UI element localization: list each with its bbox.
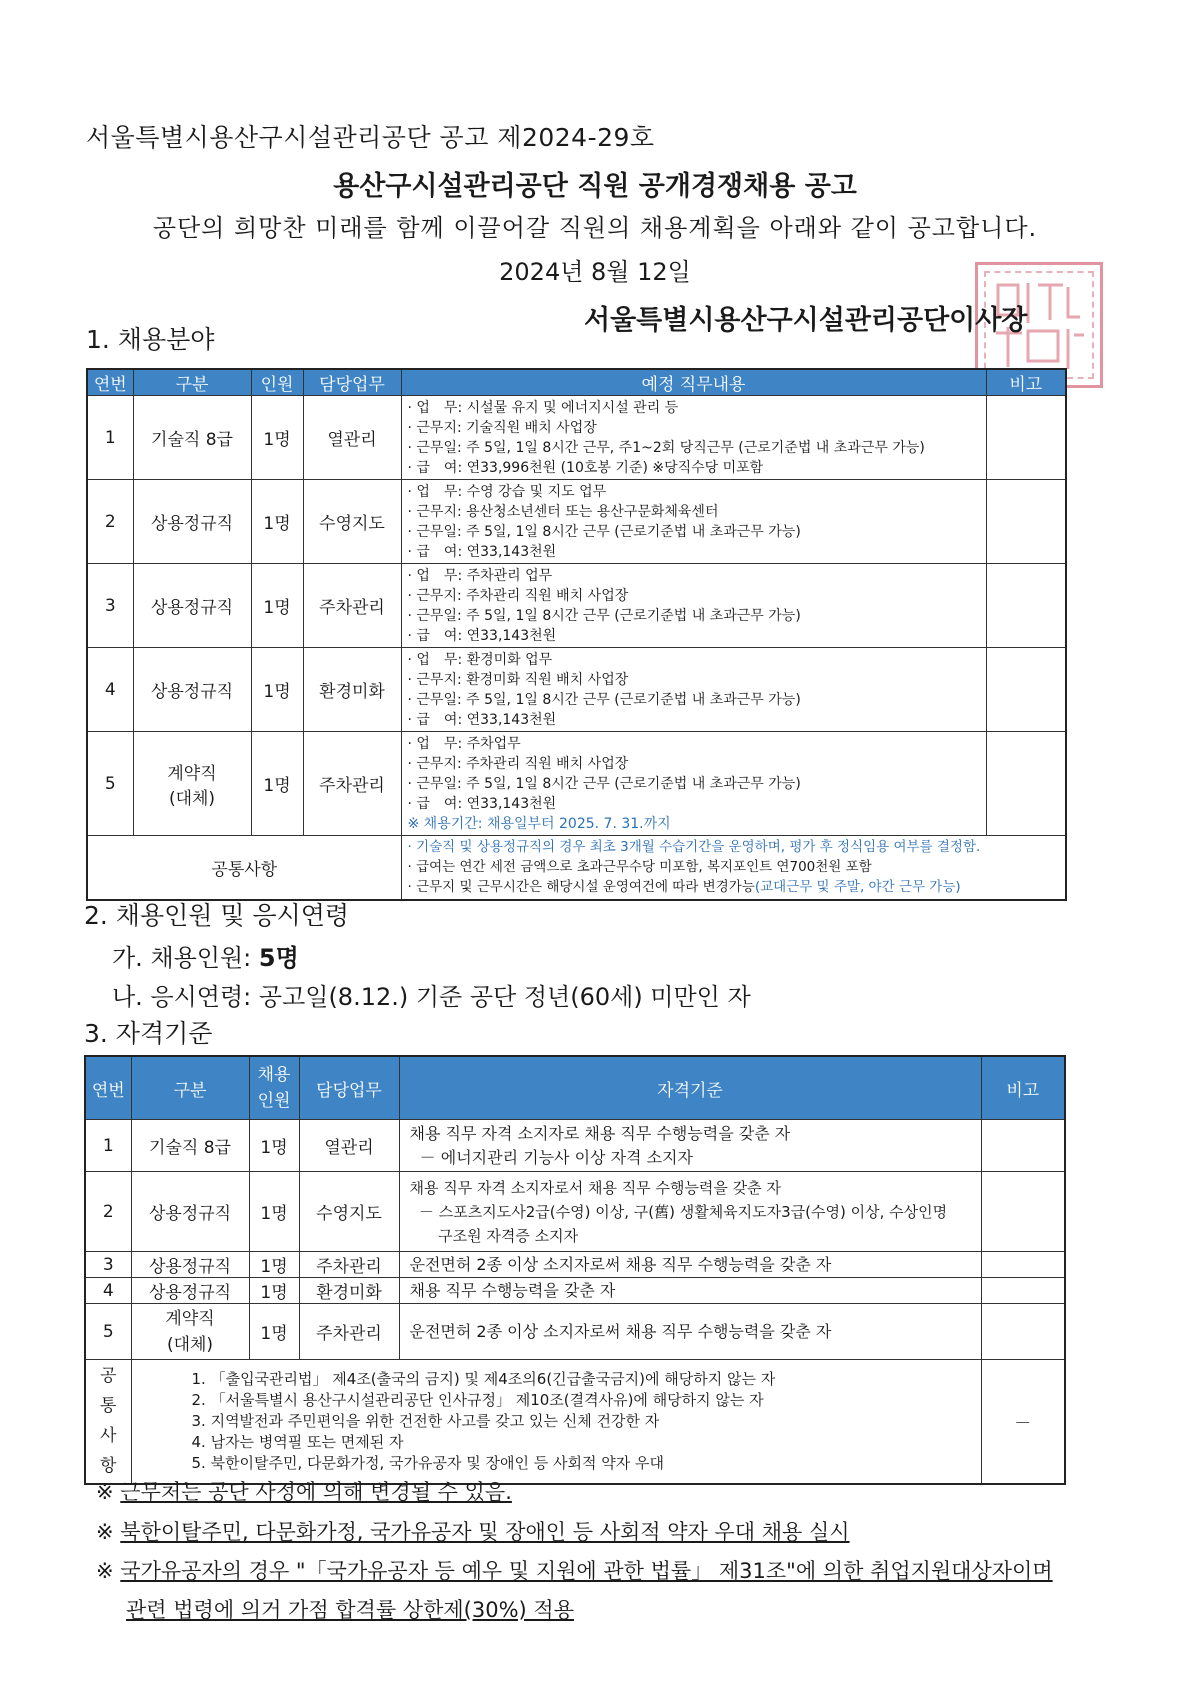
col-header-type: 구분 — [133, 369, 251, 396]
row-duty: 환경미화 — [303, 648, 401, 732]
row-remarks — [981, 1278, 1065, 1304]
col-header-type: 구분 — [131, 1056, 249, 1120]
row-type-line: (대체) — [168, 788, 216, 809]
row-no: 3 — [85, 1252, 131, 1278]
common-details — [401, 836, 1066, 900]
section-title-headcount-age: 2. 채용인원 및 응시연령 — [84, 901, 350, 930]
table-row — [85, 1304, 1065, 1360]
recruitment-field-table — [86, 368, 1067, 901]
common-line: 2. 「서울특별시 용산구시설관리공단 인사규정」 제10조(결격사유)에 해당하지 않는 자 — [191, 1390, 764, 1409]
table-row — [87, 648, 1066, 732]
row-remarks — [986, 480, 1066, 564]
criteria-line: 구조원 자격증 소지자 — [409, 1226, 579, 1245]
detail-line: · 근무일: 주 5일, 1일 8시간 근무 (근로기준법 내 초과근무 가능) — [407, 775, 801, 792]
row-type-line: (대체) — [166, 1334, 214, 1355]
common-label-char: 공 — [100, 1366, 117, 1387]
row-duty: 주차관리 — [303, 564, 401, 648]
row-remarks — [986, 648, 1066, 732]
common-text: · 근무지 및 근무시간은 해당시설 운영여건에 따라 변경가능 — [407, 879, 755, 896]
row-duty: 수영지도 — [303, 480, 401, 564]
table-row — [85, 1120, 1065, 1172]
note-mark: ※ — [96, 1480, 121, 1504]
row-remarks — [981, 1252, 1065, 1278]
col-header-count — [249, 1056, 299, 1120]
row-count: 1명 — [249, 1172, 299, 1252]
qualification-table — [84, 1055, 1066, 1485]
row-criteria — [399, 1252, 981, 1278]
common-line: 3. 지역발전과 주민편익을 위한 건전한 사고를 갖고 있는 신체 건강한 자 — [191, 1411, 660, 1430]
row-duty: 열관리 — [303, 396, 401, 480]
table-row — [87, 564, 1066, 648]
row-type: 상용정규직 — [131, 1172, 249, 1252]
row-details — [401, 648, 986, 732]
contract-period-note: ※ 채용기간: 채용일부터 2025. 7. 31.까지 — [407, 815, 671, 832]
note-text: 근무처는 공단 사정에 의해 변경될 수 있음. — [120, 1480, 512, 1504]
row-duty: 열관리 — [299, 1120, 399, 1172]
row-count: 1명 — [249, 1252, 299, 1278]
age-line: 나. 응시연령: 공고일(8.12.) 기준 공단 정년(60세) 미만인 자 — [112, 983, 751, 1011]
row-type: 상용정규직 — [133, 564, 251, 648]
criteria-line: 채용 직무 자격 소지자로 채용 직무 수행능력을 갖춘 자 — [409, 1123, 791, 1143]
row-count: 1명 — [249, 1120, 299, 1172]
common-label-char: 항 — [100, 1456, 117, 1477]
detail-line: · 급 여: 연33,143천원 — [407, 627, 557, 644]
note-mark: ※ — [96, 1559, 121, 1583]
row-count: 1명 — [249, 1304, 299, 1360]
common-label-char: 사 — [100, 1426, 117, 1447]
row-no: 4 — [87, 648, 133, 732]
criteria-line: － 에너지관리 기능사 이상 자격 소지자 — [409, 1147, 693, 1167]
notice-date: 2024년 8월 12일 — [499, 258, 691, 286]
common-qualifications — [131, 1360, 981, 1484]
row-criteria — [399, 1120, 981, 1172]
headcount-line — [112, 938, 299, 973]
row-count: 1명 — [251, 480, 303, 564]
detail-line: · 업 무: 수영 강습 및 지도 업무 — [407, 483, 607, 500]
common-row — [85, 1360, 1065, 1484]
row-type: 기술직 8급 — [131, 1120, 249, 1172]
row-count: 1명 — [251, 648, 303, 732]
note-text: 북한이탈주민, 다문화가정, 국가유공자 및 장애인 등 사회적 약자 우대 채용 실시 — [120, 1520, 850, 1544]
row-details — [401, 732, 986, 836]
row-remarks — [986, 396, 1066, 480]
note-workplace-change — [96, 1476, 512, 1506]
row-details — [401, 396, 986, 480]
row-duty: 주차관리 — [303, 732, 401, 836]
row-no: 5 — [85, 1304, 131, 1360]
row-type: 상용정규직 — [133, 480, 251, 564]
table-row — [87, 396, 1066, 480]
detail-line: · 업 무: 주차관리 업무 — [407, 567, 553, 584]
common-label: 공통사항 — [87, 836, 401, 900]
common-line: 4. 남자는 병역필 또는 면제된 자 — [191, 1432, 404, 1451]
row-no: 1 — [85, 1120, 131, 1172]
detail-line: · 급 여: 연33,143천원 — [407, 795, 557, 812]
row-type: 상용정규직 — [133, 648, 251, 732]
common-line: 1. 「출입국관리법」 제4조(출국의 금지) 및 제4조의6(긴급출국금지)에 해당하지 않는 자 — [191, 1369, 776, 1388]
row-type-line: 계약직 — [167, 763, 217, 784]
note-text: 국가유공자의 경우 "「국가유공자 등 예우 및 지원에 관한 법률」 제31조"에 의한 취업지원대상자이며 — [120, 1559, 1053, 1583]
row-no: 2 — [85, 1172, 131, 1252]
common-line: 5. 북한이탈주민, 다문화가정, 국가유공자 및 장애인 등 사회적 약자 우대 — [191, 1453, 664, 1472]
criteria-line: 운전면허 2종 이상 소지자로써 채용 직무 수행능력을 갖춘 자 — [409, 1321, 832, 1341]
row-no: 4 — [85, 1278, 131, 1304]
note-veterans — [96, 1555, 1053, 1585]
row-duty: 주차관리 — [299, 1304, 399, 1360]
criteria-line: 채용 직무 수행능력을 갖춘 자 — [409, 1280, 616, 1300]
detail-line: · 근무지: 기술직원 배치 사업장 — [407, 419, 597, 436]
col-header-job-details: 예정 직무내용 — [401, 369, 986, 396]
common-line: · 급여는 연간 세전 금액으로 초과근무수당 미포함, 복지포인트 연700천원 포함 — [407, 859, 872, 876]
table-row — [87, 732, 1066, 836]
headcount-label: 가. 채용인원: — [112, 944, 259, 972]
detail-line: · 급 여: 연33,143천원 — [407, 711, 557, 728]
table-header-row — [85, 1056, 1065, 1120]
row-count: 1명 — [249, 1278, 299, 1304]
row-type: 상용정규직 — [131, 1278, 249, 1304]
common-line — [408, 877, 1060, 897]
row-type — [133, 732, 251, 836]
col-header-no: 연번 — [87, 369, 133, 396]
col-header-count-line: 채용 — [257, 1065, 291, 1085]
common-line: · 기술직 및 상용정규직의 경우 최초 3개월 수습기간을 운영하며, 평가 후 정식임용 여부를 결정함. — [407, 839, 981, 856]
row-type: 상용정규직 — [131, 1252, 249, 1278]
detail-line: · 급 여: 연33,996천원 (10호봉 기준) ※당직수당 미포함 — [407, 459, 764, 476]
detail-line: · 근무지: 환경미화 직원 배치 사업장 — [407, 671, 629, 688]
row-type — [131, 1304, 249, 1360]
common-row — [87, 836, 1066, 900]
detail-line: · 근무지: 용산청소년센터 또는 용산구문화체육센터 — [407, 503, 719, 520]
intro-text: 공단의 희망찬 미래를 함께 이끌어갈 직원의 채용계획을 아래와 같이 공고합니다. — [152, 214, 1038, 242]
col-header-count: 인원 — [251, 369, 303, 396]
notice-number: 서울특별시용산구시설관리공단 공고 제2024-29호 — [86, 123, 655, 152]
headcount-value: 5명 — [258, 944, 299, 972]
col-header-no: 연번 — [85, 1056, 131, 1120]
row-count: 1명 — [251, 396, 303, 480]
common-label-char: 통 — [100, 1396, 117, 1417]
criteria-line: 채용 직무 자격 소지자로서 채용 직무 수행능력을 갖춘 자 — [409, 1178, 781, 1197]
common-text-blue: (교대근무 및 주말, 야간 근무 가능) — [754, 879, 961, 896]
row-no: 5 — [87, 732, 133, 836]
section-title-recruitment-field: 1. 채용분야 — [86, 325, 215, 354]
row-duty: 환경미화 — [299, 1278, 399, 1304]
note-veterans-cont: 관련 법령에 의거 가점 합격률 상한제(30%) 적용 — [126, 1598, 574, 1622]
row-remarks — [981, 1172, 1065, 1252]
row-details — [401, 480, 986, 564]
issuer-name: 서울특별시용산구시설관리공단이사장 — [584, 305, 1028, 336]
row-details — [401, 564, 986, 648]
row-remarks — [981, 1304, 1065, 1360]
note-preferential-hiring — [96, 1516, 850, 1546]
detail-line: · 근무지: 주차관리 직원 배치 사업장 — [407, 755, 629, 772]
row-count: 1명 — [251, 732, 303, 836]
table-row — [85, 1278, 1065, 1304]
row-criteria — [399, 1172, 981, 1252]
col-header-count-line: 인원 — [257, 1091, 291, 1111]
row-type: 기술직 8급 — [133, 396, 251, 480]
criteria-line: － 스포츠지도사2급(수영) 이상, 구(舊) 생활체육지도자3급(수영) 이상, 수상인명 — [409, 1202, 948, 1221]
col-header-duty: 담당업무 — [299, 1056, 399, 1120]
section-title-qualifications: 3. 자격기준 — [84, 1019, 213, 1048]
detail-line: · 근무일: 주 5일, 1일 8시간 근무 (근로기준법 내 초과근무 가능) — [407, 691, 801, 708]
detail-line: · 급 여: 연33,143천원 — [407, 543, 557, 560]
row-duty: 주차관리 — [299, 1252, 399, 1278]
col-header-remarks: 비고 — [986, 369, 1066, 396]
col-header-remarks: 비고 — [981, 1056, 1065, 1120]
row-remarks — [986, 564, 1066, 648]
criteria-line: 운전면허 2종 이상 소지자로써 채용 직무 수행능력을 갖춘 자 — [409, 1254, 832, 1274]
table-row — [87, 480, 1066, 564]
row-type-line: 계약직 — [165, 1308, 215, 1329]
common-remarks: － — [981, 1360, 1065, 1484]
detail-line: · 업 무: 시설물 유지 및 에너지시설 관리 등 — [407, 399, 679, 416]
row-criteria — [399, 1278, 981, 1304]
common-label-vertical — [85, 1360, 131, 1484]
row-no: 1 — [87, 396, 133, 480]
row-no: 3 — [87, 564, 133, 648]
document-title: 용산구시설관리공단 직원 공개경쟁채용 공고 — [333, 171, 857, 202]
note-mark: ※ — [96, 1520, 121, 1544]
row-remarks — [981, 1120, 1065, 1172]
col-header-criteria: 자격기준 — [399, 1056, 981, 1120]
row-remarks — [986, 732, 1066, 836]
table-header-row — [87, 369, 1066, 396]
detail-line: · 근무일: 주 5일, 1일 8시간 근무 (근로기준법 내 초과근무 가능) — [407, 523, 801, 540]
row-duty: 수영지도 — [299, 1172, 399, 1252]
detail-line: · 업 무: 주차업무 — [407, 735, 521, 752]
table-row — [85, 1252, 1065, 1278]
row-criteria — [399, 1304, 981, 1360]
detail-line: · 업 무: 환경미화 업무 — [407, 651, 553, 668]
detail-line: · 근무일: 주 5일, 1일 8시간 근무, 주1~2회 당직근무 (근로기준법 내 초과근무 가능) — [407, 439, 925, 456]
row-no: 2 — [87, 480, 133, 564]
table-row — [85, 1172, 1065, 1252]
row-count: 1명 — [251, 564, 303, 648]
detail-line: · 근무일: 주 5일, 1일 8시간 근무 (근로기준법 내 초과근무 가능) — [407, 607, 801, 624]
detail-line: · 근무지: 주차관리 직원 배치 사업장 — [407, 587, 629, 604]
col-header-duty: 담당업무 — [303, 369, 401, 396]
